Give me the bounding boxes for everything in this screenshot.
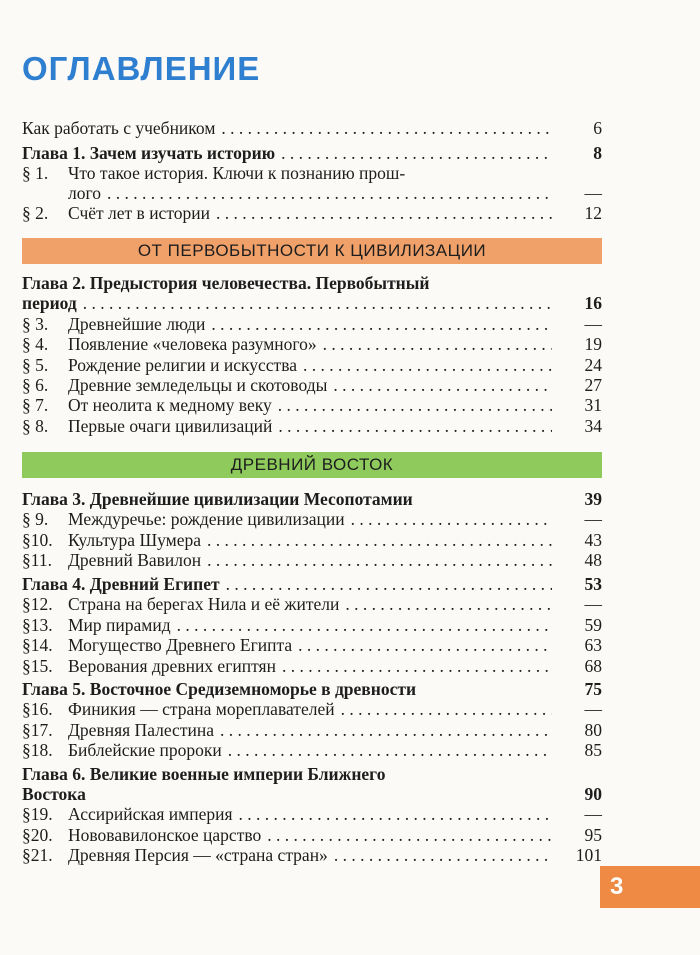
leader-dots	[207, 549, 552, 571]
toc-section-18[interactable]	[22, 739, 602, 761]
toc-chapter-label: Глава 6. Великие военные империи Ближнего	[22, 764, 386, 784]
section-number: § 7.	[22, 395, 49, 415]
toc-page-number: —	[584, 699, 602, 719]
toc-page-number: 19	[584, 334, 602, 354]
toc-chapter-label-continued: Востока	[22, 784, 86, 804]
leader-dots	[303, 354, 552, 376]
toc-entry-label: Могущество Древнего Египта	[68, 635, 293, 655]
toc-entry-label: Появление «человека разумного»	[68, 334, 317, 354]
toc-entry-label-continued: лого	[68, 183, 101, 203]
section-number: §21.	[22, 845, 53, 865]
toc-entry-label: Рождение религии и искусства	[68, 355, 298, 375]
toc-page-number: 16	[584, 293, 602, 313]
toc-section-16[interactable]	[22, 698, 602, 720]
section-number: §19.	[22, 804, 53, 824]
section-number: § 3.	[22, 314, 49, 334]
section-number: §16.	[22, 699, 53, 719]
toc-chapter-6-continued[interactable]	[22, 783, 602, 805]
toc-page-number: —	[584, 183, 602, 203]
toc-page-number: 90	[584, 784, 602, 804]
toc-entry-label: Нововавилонское царство	[68, 825, 262, 845]
section-number: §14.	[22, 635, 53, 655]
toc-page-number: 53	[584, 574, 602, 594]
page-title: ОГЛАВЛЕНИЕ	[22, 50, 261, 87]
toc-chapter-label: Глава 4. Древний Египет	[22, 574, 220, 594]
toc-page-number: 68	[584, 656, 602, 676]
toc-chapter-label: Глава 5. Восточное Средиземноморье в древности	[22, 679, 417, 699]
toc-section-4[interactable]	[22, 333, 602, 355]
toc-chapter-6[interactable]	[22, 763, 602, 785]
toc-page-number: 43	[584, 530, 602, 550]
leader-dots	[323, 333, 552, 355]
toc-page-number: 12	[584, 203, 602, 223]
toc-entry-label: Ассирийская империя	[68, 804, 233, 824]
toc-page-number: —	[584, 804, 602, 824]
leader-dots	[107, 182, 552, 204]
section-number: §18.	[22, 740, 53, 760]
toc-section-14[interactable]	[22, 634, 602, 656]
toc-chapter-label-continued: период	[22, 293, 77, 313]
toc-entry-intro[interactable]	[22, 117, 602, 139]
toc-page-number: 8	[593, 143, 602, 163]
toc-section-8[interactable]	[22, 415, 602, 437]
toc-entry-label: Культура Шумера	[68, 530, 201, 550]
toc-page-number: 24	[584, 355, 602, 375]
toc-page-number: 85	[584, 740, 602, 760]
section-number: §12.	[22, 594, 53, 614]
leader-dots	[228, 739, 552, 761]
toc-page-number: 48	[584, 550, 602, 570]
leader-dots	[334, 844, 552, 866]
leader-dots	[226, 573, 552, 595]
toc-chapter-3[interactable]	[22, 488, 602, 510]
toc-section-7[interactable]	[22, 394, 602, 416]
toc-chapter-2[interactable]	[22, 272, 602, 294]
section-number: §11.	[22, 550, 52, 570]
toc-section-19[interactable]	[22, 803, 602, 825]
toc-chapter-label: Глава 2. Предыстория человечества. Первобытный	[22, 273, 430, 293]
toc-page-number: 34	[584, 416, 602, 436]
section-band-primitive: ОТ ПЕРВОБЫТНОСТИ К ЦИВИЛИЗАЦИИ	[22, 238, 602, 264]
toc-entry-label: Что такое история. Ключи к познанию прош-	[68, 163, 406, 183]
leader-dots	[239, 803, 552, 825]
toc-entry-label: Библейские пророки	[68, 740, 222, 760]
toc-section-1[interactable]	[22, 162, 602, 184]
leader-dots	[281, 142, 552, 164]
toc-chapter-label: Глава 1. Зачем изучать историю	[22, 143, 276, 163]
toc-entry-label: Финикия — страна мореплавателей	[68, 699, 335, 719]
toc-entry-label: Древние земледельцы и скотоводы	[68, 375, 328, 395]
toc-page-number: —	[584, 509, 602, 529]
leader-dots	[341, 698, 552, 720]
toc-chapter-1[interactable]	[22, 142, 602, 164]
section-number: § 4.	[22, 334, 49, 354]
toc-section-3[interactable]	[22, 313, 602, 335]
toc-section-13[interactable]	[22, 614, 602, 636]
leader-dots	[278, 415, 552, 437]
toc-entry-label: Древняя Палестина	[68, 720, 214, 740]
leader-dots	[216, 202, 552, 224]
leader-dots	[207, 529, 552, 551]
section-number: § 6.	[22, 375, 49, 395]
toc-entry-label: Страна на берегах Нила и её жители	[68, 594, 340, 614]
leader-dots	[333, 374, 552, 396]
leader-dots	[220, 719, 552, 741]
leader-dots	[282, 655, 552, 677]
toc-page-number: 80	[584, 720, 602, 740]
leader-dots	[298, 634, 552, 656]
toc-section-1-continued[interactable]	[22, 182, 602, 204]
toc-page-number: 59	[584, 615, 602, 635]
toc-section-17[interactable]	[22, 719, 602, 741]
section-number: §17.	[22, 720, 53, 740]
toc-page-number: 6	[593, 118, 602, 138]
toc-section-20[interactable]	[22, 824, 602, 846]
section-number: §13.	[22, 615, 53, 635]
toc-entry-label: Древнейшие люди	[68, 314, 206, 334]
toc-section-2[interactable]	[22, 202, 602, 224]
toc-page-number: 39	[584, 489, 602, 509]
toc-page-number: 95	[584, 825, 602, 845]
leader-dots	[211, 313, 552, 335]
toc-section-10[interactable]	[22, 529, 602, 551]
toc-section-5[interactable]	[22, 354, 602, 376]
toc-section-6[interactable]	[22, 374, 602, 396]
toc-entry-label: Мир пирамид	[68, 615, 171, 635]
toc-entry-label: От неолита к медному веку	[68, 395, 272, 415]
section-number: §20.	[22, 825, 53, 845]
toc-entry-label: Счёт лет в истории	[68, 203, 210, 223]
toc-chapter-label: Глава 3. Древнейшие цивилизации Месопотамии	[22, 489, 413, 509]
toc-page-number: —	[584, 594, 602, 614]
toc-page-number: 63	[584, 635, 602, 655]
toc-section-11[interactable]	[22, 549, 602, 571]
toc-entry-label: Как работать с учебником	[22, 118, 216, 138]
toc-entry-label: Древний Вавилон	[68, 550, 202, 570]
toc-page-number: 31	[584, 395, 602, 415]
section-number: § 5.	[22, 355, 49, 375]
toc-entry-label: Междуречье: рождение цивилизации	[68, 509, 345, 529]
section-number: § 1.	[22, 163, 49, 183]
toc-page-number: —	[584, 314, 602, 334]
leader-dots	[177, 614, 552, 636]
leader-dots	[83, 292, 552, 314]
section-band-ancient-east: ДРЕВНИЙ ВОСТОК	[22, 452, 602, 478]
toc-chapter-5[interactable]	[22, 678, 602, 700]
toc-section-15[interactable]	[22, 655, 602, 677]
leader-dots	[221, 117, 552, 139]
section-number: §15.	[22, 656, 53, 676]
toc-section-21[interactable]	[22, 844, 602, 866]
section-number: § 9.	[22, 509, 49, 529]
section-number: § 2.	[22, 203, 49, 223]
section-number: § 8.	[22, 416, 49, 436]
toc-entry-label: Первые очаги цивилизаций	[68, 416, 273, 436]
leader-dots	[345, 593, 552, 615]
toc-page-number: 75	[584, 679, 602, 699]
toc-chapter-2-continued[interactable]	[22, 292, 602, 314]
leader-dots	[278, 394, 552, 416]
toc-section-9[interactable]	[22, 508, 602, 530]
page-number-tab: 3	[600, 866, 700, 908]
toc-entry-label: Древняя Персия — «страна стран»	[68, 845, 328, 865]
toc-chapter-4[interactable]	[22, 573, 602, 595]
toc-page-number: 101	[575, 845, 602, 865]
section-number: §10.	[22, 530, 53, 550]
toc-section-12[interactable]	[22, 593, 602, 615]
leader-dots	[351, 508, 552, 530]
leader-dots	[267, 824, 552, 846]
toc-page-number: 27	[584, 375, 602, 395]
toc-entry-label: Верования древних египтян	[68, 656, 276, 676]
